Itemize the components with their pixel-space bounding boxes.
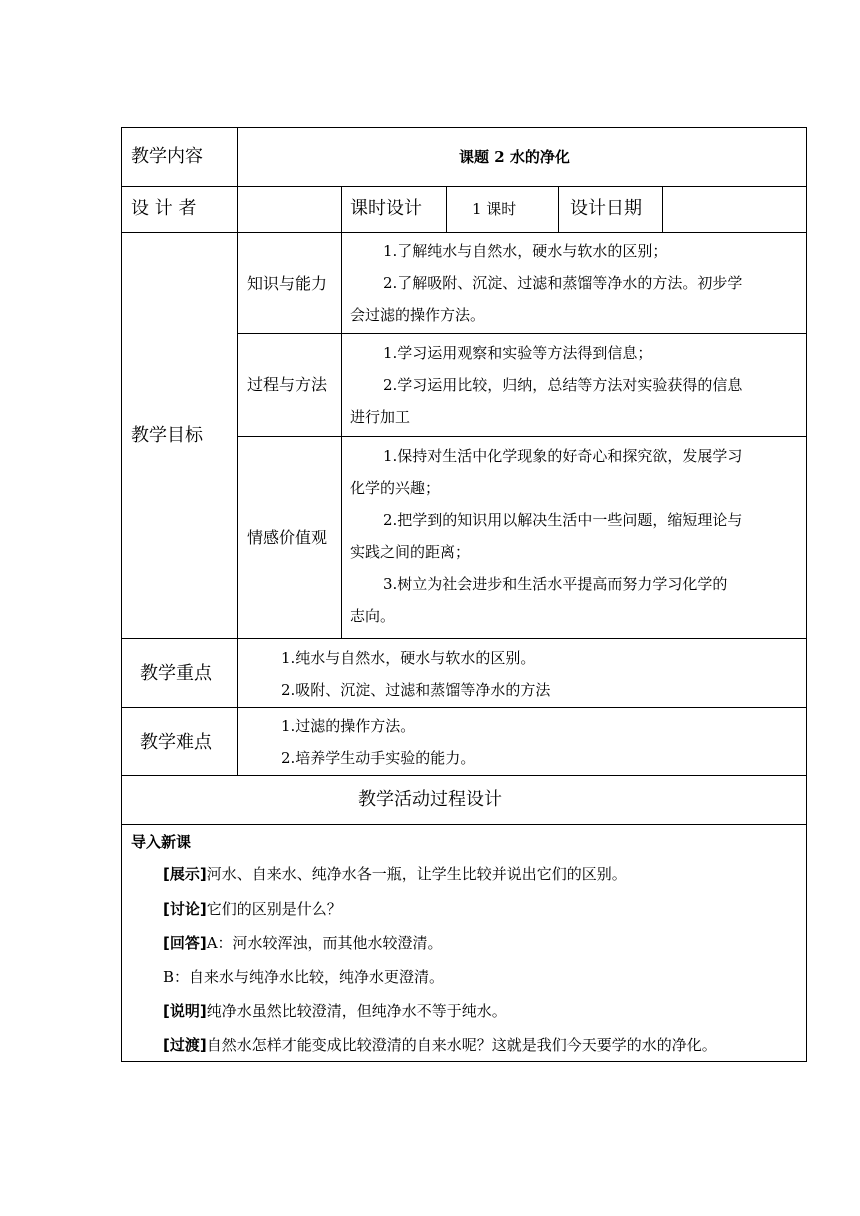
knowledge-label: 知识与能力 [247,274,328,293]
dialogue-line [163,864,627,884]
difficulties-label: 教学难点 [140,732,212,753]
emotion-item: 1.保持对生活中化学现象的好奇心和探究欲，发展学习 [383,447,743,465]
objectives-label: 教学目标 [131,425,203,446]
dialogue-tag: [回答] [163,934,207,952]
date-label: 设计日期 [570,198,642,219]
dialogue-tag: [说明] [163,1002,207,1020]
dialogue-text: 纯净水虽然比较澄清，但纯净水不等于纯水。 [206,1002,507,1020]
dialogue-text: 它们的区别是什么？ [206,900,342,918]
difficulty-item: 1.过滤的操作方法。 [281,717,416,735]
dialogue-line [163,967,444,987]
dialogue-line [163,899,342,919]
section-heading: 导入新课 [131,833,192,851]
knowledge-item: 2.了解吸附、沉淀、过滤和蒸馏等净水的方法。初步学 [383,274,743,292]
emotion-item: 实践之间的距离； [350,543,471,561]
knowledge-item: 1.了解纯水与自然水，硬水与软水的区别； [383,242,668,260]
dialogue-text: 自然水怎样才能变成比较澄清的自来水呢？这就是我们今天要学的水的净化。 [206,1036,717,1054]
dialogue-text: B：自来水与纯净水比较，纯净水更澄清。 [163,968,445,986]
dialogue-line [163,1035,717,1055]
process-item: 进行加工 [350,408,411,426]
content-label: 教学内容 [131,146,203,167]
emotion-label: 情感价值观 [247,528,328,547]
process-label: 过程与方法 [247,375,328,394]
lesson-title: 课题 2 水的净化 [459,148,570,166]
dialogue-line [163,933,443,953]
dialogue-tag: [过渡] [163,1036,207,1054]
key-points-label: 教学重点 [140,663,212,684]
process-item: 1.学习运用观察和实验等方法得到信息； [383,344,653,362]
dialogue-text: A：河水较浑浊，而其他水较澄清。 [206,934,443,952]
process-item: 2.学习运用比较，归纳，总结等方法对实验获得的信息 [383,376,743,394]
emotion-item: 2.把学到的知识用以解决生活中一些问题，缩短理论与 [383,511,743,529]
key-point-item: 2.吸附、沉淀、过滤和蒸馏等净水的方法 [281,681,551,699]
period-label: 课时设计 [350,198,422,219]
knowledge-item: 会过滤的操作方法。 [350,306,486,324]
dialogue-text: 河水、自来水、纯净水各一瓶，让学生比较并说出它们的区别。 [206,865,627,883]
emotion-item: 3.树立为社会进步和生活水平提高而努力学习化学的 [383,575,728,593]
period-value: 1 课时 [472,200,517,218]
emotion-item: 化学的兴趣； [350,479,441,497]
difficulty-item: 2.培养学生动手实验的能力。 [281,749,476,767]
emotion-item: 志向。 [350,607,396,625]
dialogue-tag: [讨论] [163,900,207,918]
key-point-item: 1.纯水与自然水，硬水与软水的区别。 [281,649,536,667]
designer-label: 设 计 者 [131,198,197,219]
dialogue-tag: [展示] [163,865,207,883]
dialogue-line [163,1001,507,1021]
process-design-title: 教学活动过程设计 [358,789,502,810]
